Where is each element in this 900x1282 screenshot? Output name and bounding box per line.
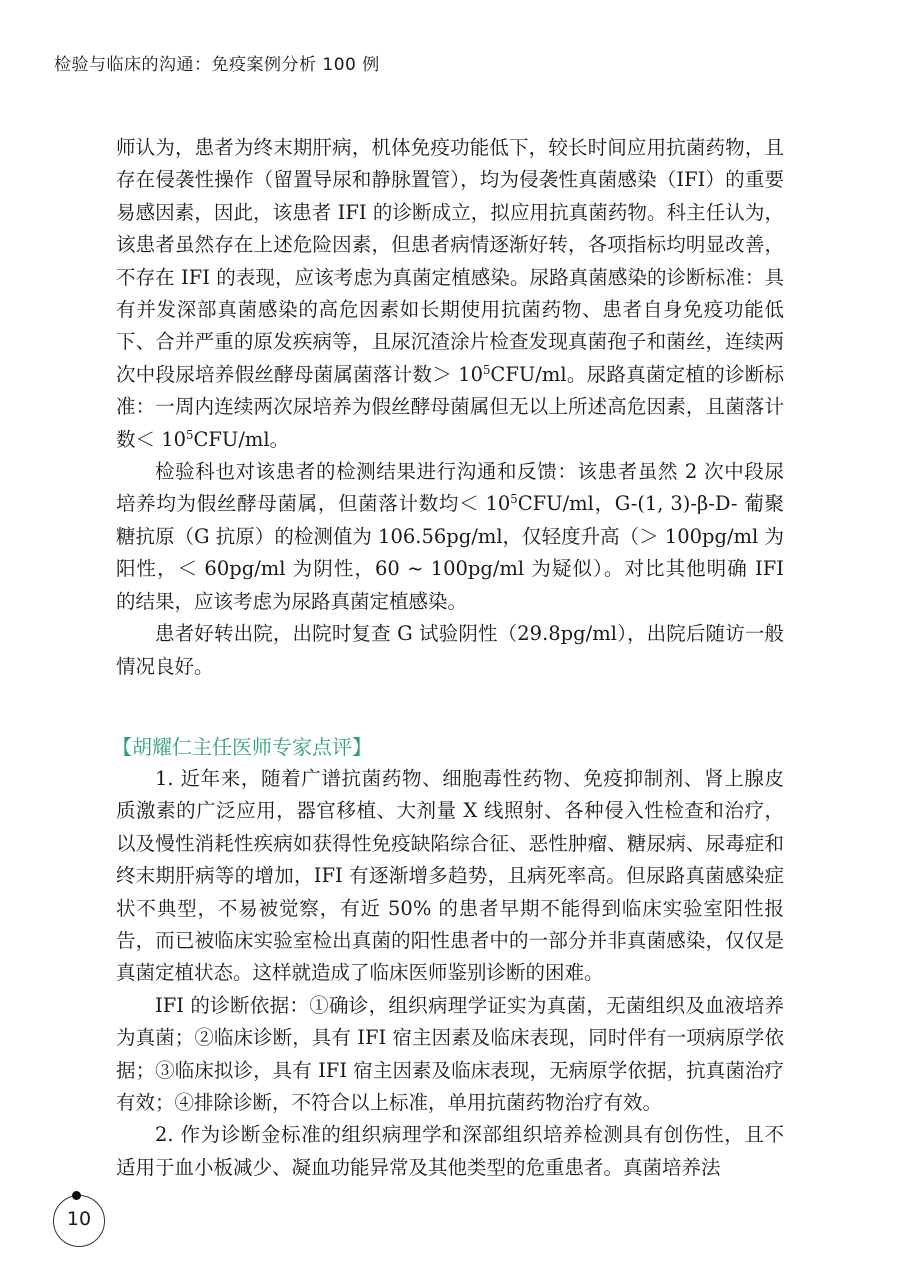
text-run: 检验科也对该患者的检测结果进行沟通和反馈：该患者虽然 2 次中段尿培养均为假丝酵母菌属，但菌落计数均＜ 10 [116, 460, 784, 516]
page-body [112, 132, 784, 1184]
text-run: CFU/ml，G-(1, 3)-β-D- 葡聚糖抗原（G 抗原）的检测值为 106.56pg/ml，仅轻度升高（＞ 100pg/ml 为阳性，＜ 60pg/ml 为阴性，60 ~ 100pg/ml 为疑似）。对比其他明确 IFI 的结果，应该考虑为尿路真菌定植感染。 [116, 492, 784, 613]
running-header: 检验与临床的沟通：免疫案例分析 100 例 [54, 55, 380, 75]
body-paragraph-3: 患者好转出院，出院时复查 G 试验阴性（29.8pg/ml），出院后随访一般情况良好。 [116, 622, 784, 678]
section-paragraph-3: 2. 作为诊断金标准的组织病理学和深部组织培养检测具有创伤性，且不适用于血小板减少、凝血功能异常及其他类型的危重患者。真菌培养法 [116, 1123, 784, 1179]
text-run: CFU/ml。尿路真菌定植的诊断标准：一周内连续两次尿培养为假丝酵母菌属但无以上所述高危因素，且菌落计数＜ 10 [116, 362, 784, 451]
section-heading: 【胡耀仁主任医师专家点评】 [112, 734, 372, 759]
page-number: 10 [66, 1208, 92, 1230]
body-paragraph-1 [116, 132, 784, 456]
section-paragraph-1: 1. 近年来，随着广谱抗菌药物、细胞毒性药物、免疫抑制剂、肾上腺皮质激素的广泛应用，器官移植、大剂量 X 线照射、各种侵入性检查和治疗，以及慢性消耗性疾病如获得性免疫缺陷综合征、恶性肿瘤、糖尿病、尿毒症和终末期肝病等的增加，IFI 有逐渐增多趋势，且病死率高。但尿路真菌感染症状不典型，不易被觉察，有近 50% 的患者早期不能得到临床实验室阳性报告，而已被临床实验室检出真菌的阳性患者中的一部分并非真菌感染，仅仅是真菌定植状态。这样就造成了临床医师鉴别诊断的困难。 [116, 766, 784, 985]
text-run: CFU/ml。 [193, 427, 290, 451]
superscript: 5 [482, 362, 491, 377]
superscript: 5 [510, 492, 518, 507]
superscript: 5 [186, 427, 194, 442]
text-run: 师认为，患者为终末期肝病，机体免疫功能低下，较长时间应用抗菌药物，且存在侵袭性操作（留置导尿和静脉置管），均为侵袭性真菌感染（IFI）的重要易感因素，因此，该患者 IFI 的诊断成立，拟应用抗真菌药物。科主任认为，该患者虽然存在上述危险因素，但患者病情逐渐好转，各项指标均明显改善，不存在 IFI 的表现，应该考虑为真菌定植感染。尿路真菌感染的诊断标准：具有并发深部真菌感染的高危因素如长期使用抗菌药物、患者自身免疫功能低下、合并严重的原发疾病等，且尿沉渣涂片检查发现真菌孢子和菌丝，连续两次中段尿培养假丝酵母菌属菌落计数＞ 10 [116, 136, 784, 386]
section-paragraph-2: IFI 的诊断依据：①确诊，组织病理学证实为真菌，无菌组织及血液培养为真菌；②临床诊断，具有 IFI 宿主因素及临床表现，同时伴有一项病原学依据；③临床拟诊，具有 IFI 宿主因素及临床表现，无病原学依据，抗真菌治疗有效；④排除诊断，不符合以上标准，单用抗菌药物治疗有效。 [116, 993, 784, 1114]
body-paragraph-2 [116, 456, 784, 618]
page-number-dot [72, 1191, 81, 1200]
